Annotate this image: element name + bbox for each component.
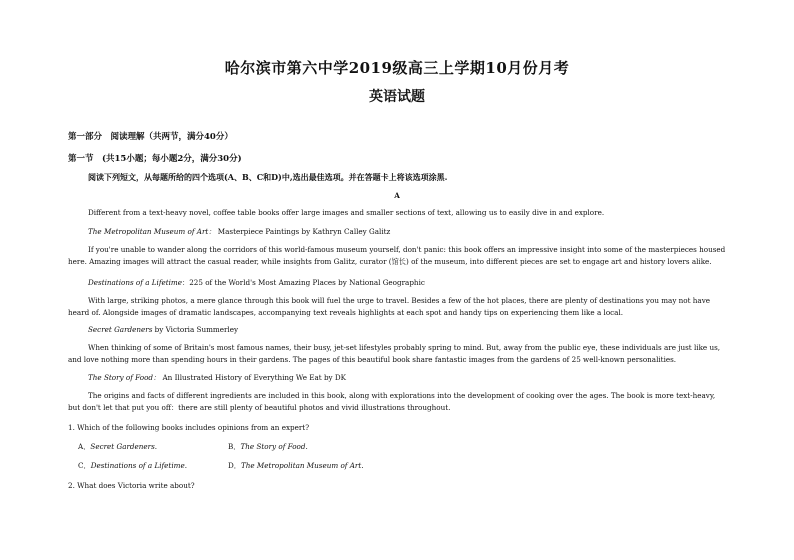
book-description: The origins and facts of different ingredients are included in this book, along with explorations into the development of cooking over the ages. The book is more text-heavy, but don't let that put you off：there are still plenty of beautiful photos and vivid illustrations throughout. [68,391,716,412]
option-letter: C． [78,461,91,470]
book-subtitle: by Victoria Summerley [152,325,239,334]
book-subtitle: ：225 of the World's Most Amazing Places by National Geographic [182,278,425,287]
book-description: With large, striking photos, a mere glance through this book will fuel the urge to travel. Besides a few of the hot places, there are plenty of destinations you may not have heard of. Alongside images of dramatic landscapes, accompanying text reveals highlights at each spot and handy tips on experiencing them like a local. [68,296,711,317]
option-letter: B． [228,442,241,451]
option-letter: D． [228,461,241,470]
passage-label: A [394,191,400,200]
book-heading [88,227,390,237]
option-d[interactable] [228,461,364,471]
part-heading: 第一部分 阅读理解（共两节，满分40分） [68,132,233,142]
option-letter: A． [78,442,91,451]
question-stem: 1. Which of the following books includes opinions from an expert? [68,423,310,432]
instruction: 阅读下列短文，从每题所给的四个选项(A、B、C和D)中,选出最佳选项。并在答题卡上将该选项涂黑. [88,172,448,182]
book-heading [88,373,346,383]
exam-title: 哈尔滨市第六中学2019级高三上学期10月份月考 [224,59,570,77]
exam-subtitle: 英语试题 [369,89,425,105]
book-subtitle: An Illustrated History of Everything We Eat by DK [160,373,347,382]
book-description: When thinking of some of Britain's most famous names, their busy, jet-set lifestyles probably spring to mind. But, away from the public eye, these individuals are just like us, and love nothing more than spending hours in their gardens. The pages of this beautiful book share fantastic images from the gardens of 25 well-known personalities. [68,343,721,364]
book-title: Destinations of a Lifetime [88,278,183,287]
passage-intro: Different from a text-heavy novel, coffee table books offer large images and smaller sections of text, allowing us to easily dive in and explore. [88,208,605,217]
option-b[interactable] [228,442,308,452]
option-text: Destinations of a Lifetime. [90,461,187,470]
book-heading [88,325,238,334]
book-title: The Story of Food： [88,373,161,382]
book-heading [88,278,425,288]
option-text: The Metropolitan Museum of Art. [240,461,364,470]
book-title: The Metropolitan Museum of Art： [88,227,216,236]
section-heading: 第一节 (共15小题；每小题2分，满分30分) [68,154,242,164]
question-stem: 2. What does Victoria write about? [68,481,195,490]
book-description: If you're unable to wander along the corridors of this world-famous museum yourself, don't panic: this book offers an impressive insight into some of the masterpieces housed here. Amazing images will attract the casual reader, while insights from Galitz, curator (馆长) of the museum, into different pieces are set to engage art and history lovers alike. [68,245,726,266]
option-c[interactable] [78,461,187,471]
book-title: Secret Gardeners [88,325,153,334]
option-a[interactable] [78,442,157,452]
book-subtitle: Masterpiece Paintings by Kathryn Calley Galitz [215,227,391,236]
option-text: The Story of Food. [240,442,308,451]
option-text: Secret Gardeners. [90,442,158,451]
